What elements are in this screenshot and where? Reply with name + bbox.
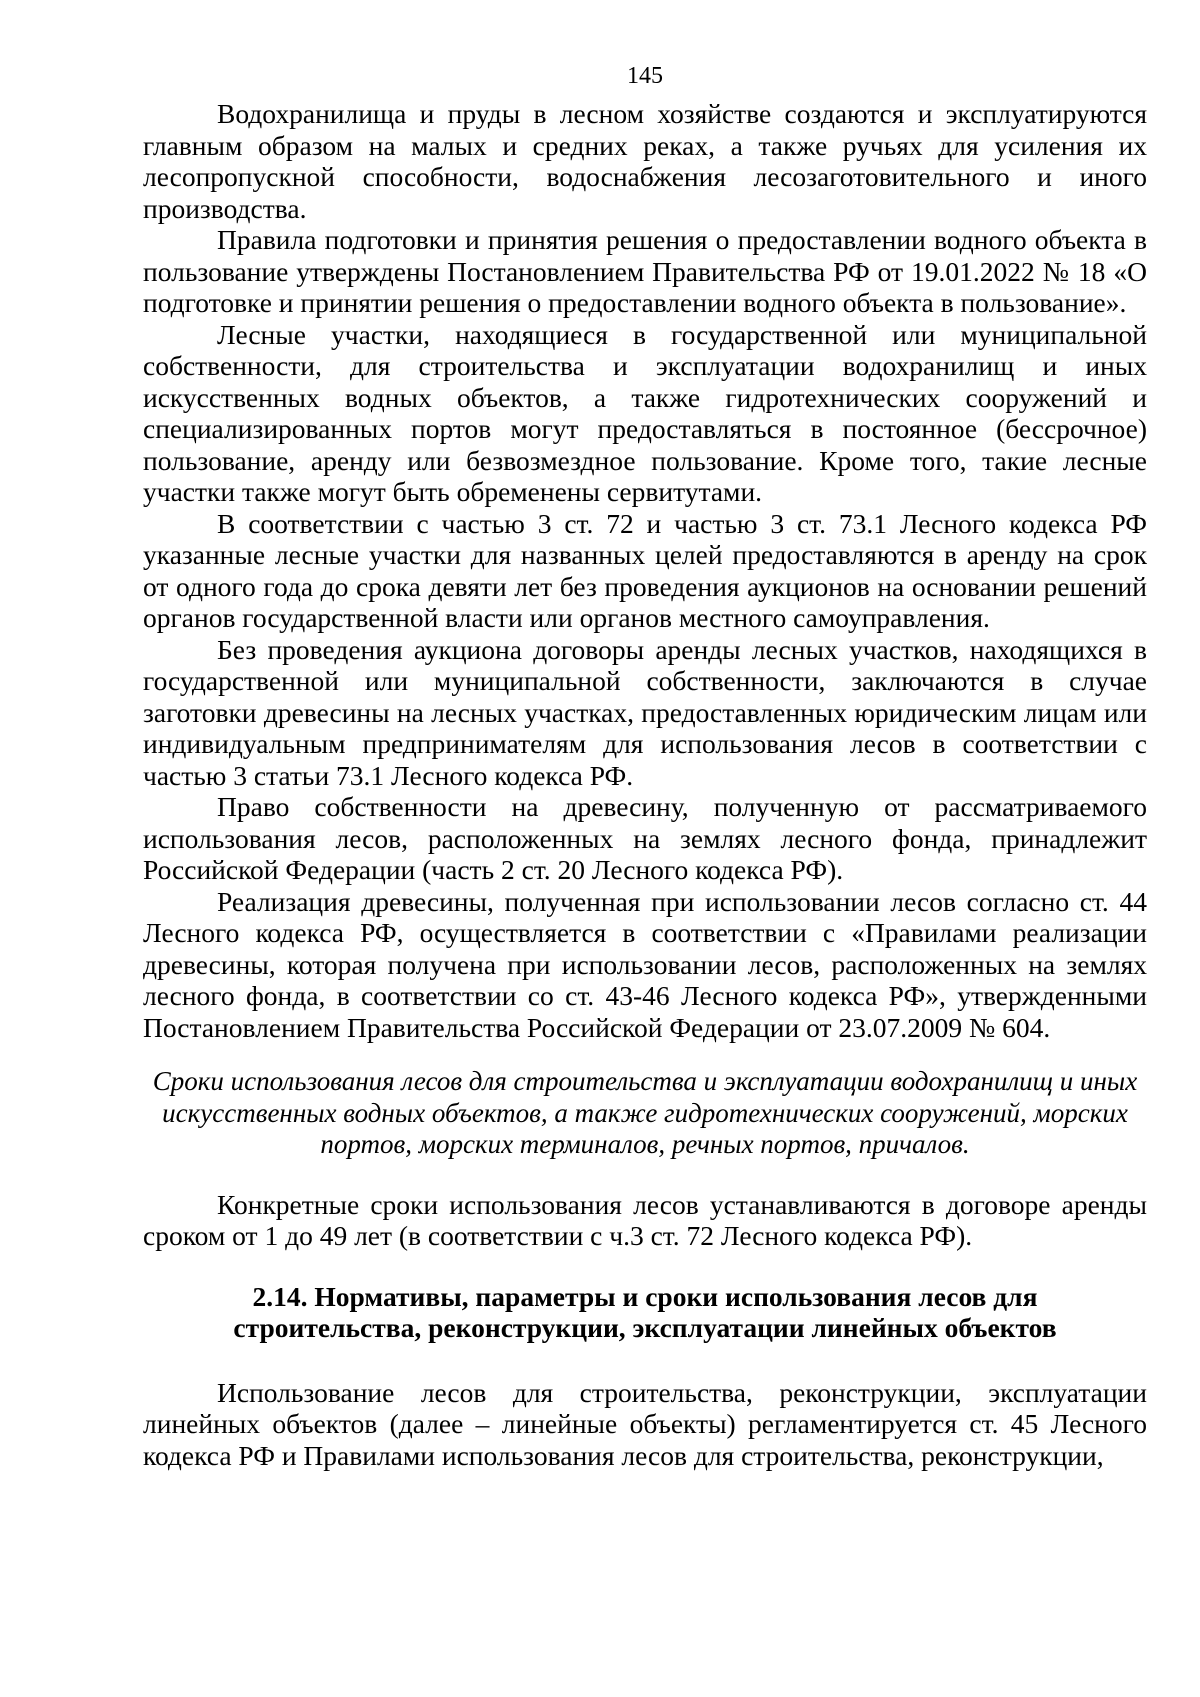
section-heading xyxy=(143,1281,1147,1344)
section-heading-line1: 2.14. Нормативы, параметры и сроки использования лесов для xyxy=(252,1280,1038,1312)
paragraph-no-auction: Без проведения аукциона договоры аренды лесных участков, находящихся в государственной или муниципальной собственности, заключаются в случае заготовки древесины на лесных участках, предоставленных юридическим лицам или индивидуальным предпринимателям для использования лесов в соответствии с частью 3 статьи 73.1 Лесного кодекса РФ. xyxy=(143,633,1147,791)
paragraph-linear-objects: Использование лесов для строительства, реконструкции, эксплуатации линейных объектов (далее – линейные объекты) регламентируется ст. 45 Лесного кодекса РФ и Правилами использования лесов для строительства, реконструкции, xyxy=(143,1376,1147,1471)
paragraph-timber-sale: Реализация древесины, полученная при использовании лесов согласно ст. 44 Лесного кодекса РФ, осуществляется в соответствии с «Правилами реализации древесины, которая получена при использовании лесов, расположенных на землях лесного фонда, в соответствии со ст. 43-46 Лесного кодекса РФ», утвержденными Постановлением Правительства Российской Федерации от 23.07.2009 № 604. xyxy=(143,885,1147,1043)
paragraph-water-object-rules: Правила подготовки и принятия решения о предоставлении водного объекта в пользование утверждены Постановлением Правительства РФ от 19.01.2022 № 18 «О подготовке и принятии решения о предоставлении водного объекта в пользование». xyxy=(143,224,1147,318)
section-heading-line2: строительства, реконструкции, эксплуатации линейных объектов xyxy=(233,1312,1057,1343)
italic-subheading: Сроки использования лесов для строительства и эксплуатации водохранилищ и иных искусственных водных объектов, а также гидротехнических сооружений, морских портов, морских терминалов, речных портов, причалов. xyxy=(152,1066,1138,1159)
paragraph-reservoirs: Водохранилища и пруды в лесном хозяйстве создаются и эксплуатируются главным образом на малых и средних реках, а также ручьях для усиления их лесопропускной способности, водоснабжения лесозаготовительного и иного производства. xyxy=(143,98,1147,224)
page-number: 145 xyxy=(627,63,663,89)
paragraph-forest-plots: Лесные участки, находящиеся в государственной или муниципальной собственности, для строительства и эксплуатации водохранилищ и иных искусственных водных объектов, а также гидротехнических сооружений и специализированных портов могут предоставляться в постоянное (бессрочное) пользование, аренду или безвозмездное пользование. Кроме того, такие лесные участки также могут быть обременены сервитутами. xyxy=(143,318,1147,507)
paragraph-ownership: Право собственности на древесину, полученную от рассматриваемого использования лесов, расположенных на землях лесного фонда, принадлежит Российской Федерации (часть 2 ст. 20 Лесного кодекса РФ). xyxy=(143,791,1147,885)
document-page xyxy=(143,60,1147,1471)
paragraph-usage-terms: Конкретные сроки использования лесов устанавливаются в договоре аренды сроком от 1 до 49 лет (в соответствии с ч.3 ст. 72 Лесного кодекса РФ). xyxy=(143,1188,1147,1251)
paragraph-lease-terms: В соответствии с частью 3 ст. 72 и частью 3 ст. 73.1 Лесного кодекса РФ указанные лесные участки для названных целей предоставляются в аренду на срок от одного года до срока девяти лет без проведения аукционов на основании решений органов государственной власти или органов местного самоуправления. xyxy=(143,507,1147,633)
